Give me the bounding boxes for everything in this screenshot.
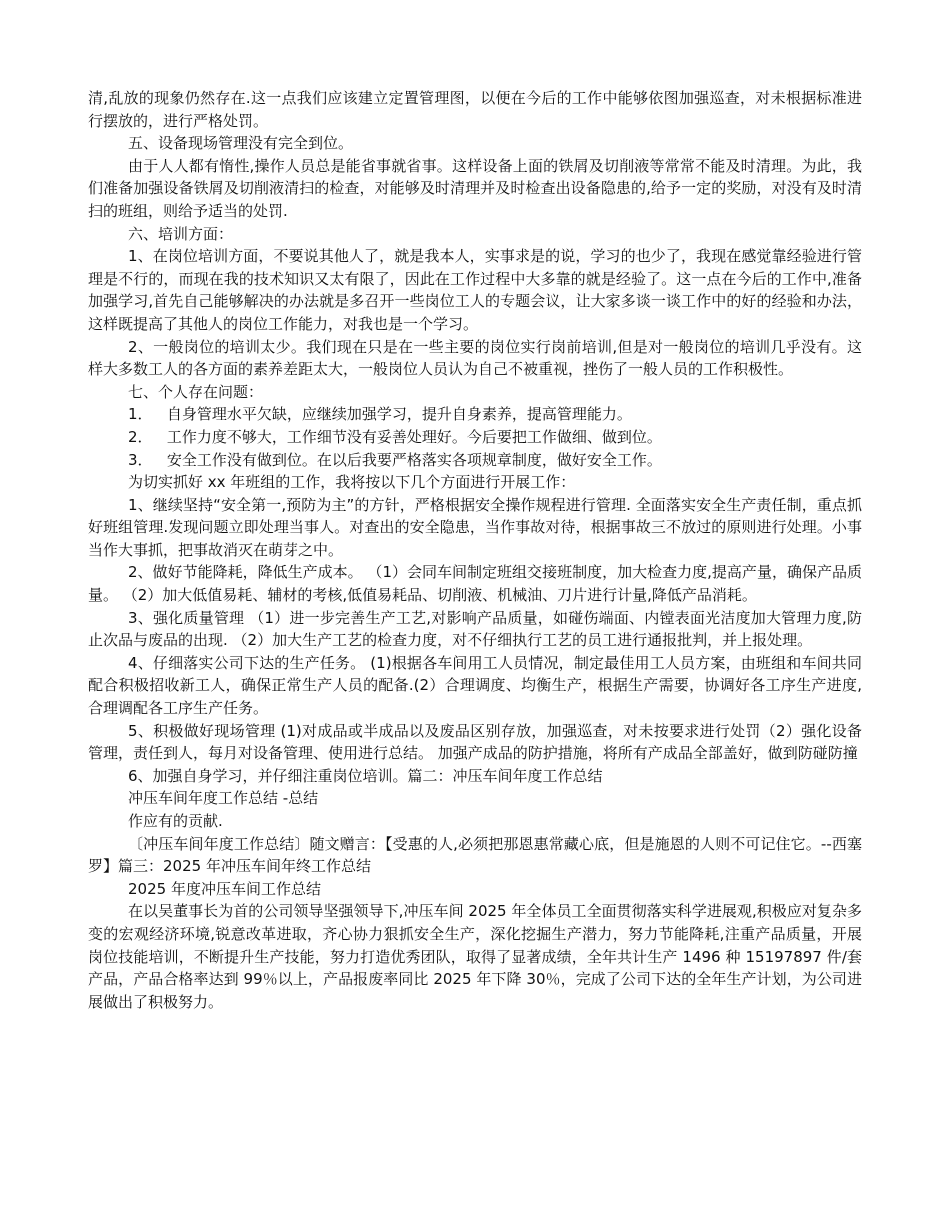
section-title: 冲压车间年度工作总结 -总结 bbox=[128, 789, 319, 808]
numbered-item: 2． 工作力度不够大，工作细节没有妥善处理好。今后要把工作做细、做到位。 bbox=[128, 427, 662, 446]
paragraph: 2、一般岗位的培训太少。我们现在只是在一些主要的岗位实行岗前培训,但是对一般岗位的培训几乎没有。这样大多数工人的各方面的素养差距太大，一般岗位人员认为自己不被重视，挫伤了一般人员的工作积极性。 bbox=[88, 337, 862, 379]
paragraph: 清,乱放的现象仍然存在.这一点我们应该建立定置管理图，以便在今后的工作中能够依图加强巡查，对未根据标准进行摆放的，进行严格处罚。 bbox=[88, 89, 862, 130]
paragraph: 由于人人都有惰性,操作人员总是能省事就省事。这样设备上面的铁屑及切削液等常常不能及时清理。为此，我们准备加强设备铁屑及切削液清扫的检查，对能够及时清理并及时检查出设备隐患的,给予一定的奖励，对没有及时清扫的班组，则给予适当的处罚. bbox=[88, 156, 862, 220]
numbered-item: 1． 自身管理水平欠缺，应继续加强学习，提升自身素养，提高管理能力。 bbox=[128, 405, 632, 424]
paragraph: 6、加强自身学习，并仔细注重岗位培训。篇二：冲压车间年度工作总结 bbox=[128, 766, 603, 785]
paragraph: 为切实抓好 xx 年班组的工作，我将按以下几个方面进行开展工作： bbox=[128, 473, 576, 492]
paragraph: 1、在岗位培训方面，不要说其他人了，就是我本人，实事求是的说，学习的也少了，我现在感觉靠经验进行管理是不行的，而现在我的技术知识又太有限了，因此在工作过程中大多靠的就是经验了。这一点在今后的工作中,准备加强学习,首先自己能够解决的办法就是多召开一些岗位工人的专题会议，让大家多谈一谈工作中的好的经验和办法，这样既提高了其他人的岗位工作能力，对我也是一个学习。 bbox=[88, 247, 862, 333]
numbered-item: 3． 安全工作没有做到位。在以后我要严格落实各项规章制度，做好安全工作。 bbox=[128, 450, 662, 469]
paragraph: 1、继续坚持“安全第一,预防为主”的方针，严格根据安全操作规程进行管理. 全面落实安全生产责任制，重点抓好班组管理.发现问题立即处理当事人。对查出的安全隐患，当作事故对待，根据事故三不放过的原则进行处理。小事当作大事抓，把事故消灭在萌芽之中。 bbox=[88, 495, 862, 559]
paragraph: 作应有的贡献. bbox=[128, 812, 223, 830]
section-heading: 六、培训方面： bbox=[128, 224, 234, 243]
paragraph: 5、积极做好现场管理 (1)对成品或半成品以及废品区别存放，加强巡查，对未按要求进行处罚（2）强化设备管理，责任到人，每月对设备管理、使用进行总结。 加强产成品的防护措施，将所有产成品全部盖好，做到防碰防撞 bbox=[88, 721, 862, 763]
section-heading: 五、设备现场管理没有完全到位。 bbox=[128, 134, 354, 153]
paragraph: 〔冲压车间年度工作总结〕随文赠言：【受惠的人,必须把那恩惠常藏心底，但是施恩的人则不可记住它。--西塞罗】篇三：2025 年冲压车间年终工作总结 bbox=[88, 834, 862, 876]
paragraph: 3、强化质量管理 （1）进一步完善生产工艺,对影响产品质量，如碰伤端面、内镗表面光洁度加大管理力度,防止次品与废品的出现. （2）加大生产工艺的检查力度，对不仔细执行工艺的员工进行通报批判，并上报处理。 bbox=[88, 608, 862, 650]
paragraph: 在以吴董事长为首的公司领导坚强领导下,冲压车间 2025 年全体员工全面贯彻落实科学进展观,积极应对复杂多变的宏观经济环境,锐意改革进取，齐心协力狠抓安全生产，深化挖掘生产潜力，努力节能降耗,注重产品质量，开展岗位技能培训，不断提升生产技能，努力打造优秀团队，取得了显著成绩，全年共计生产 1496 种 15197897 件/套产品，产品合格率达到 99％以上，产品报废率同比 2025 年下降 30％，完成了公司下达的全年生产计划，为公司进展做出了积极努力。 bbox=[88, 902, 862, 1011]
section-heading: 七、个人存在问题： bbox=[128, 382, 264, 401]
section-title: 2025 年度冲压车间工作总结 bbox=[128, 879, 321, 898]
paragraph: 2、做好节能降耗，降低生产成本。 （1）会同车间制定班组交接班制度，加大检查力度,提高产量，确保产品质量。 （2）加大低值易耗、辅材的考核,低值易耗品、切削液、机械油、刀片进行计量,降低产品消耗。 bbox=[88, 563, 862, 605]
paragraph: 4、仔细落实公司下达的生产任务。 (1)根据各车间用工人员情况，制定最佳用工人员方案，由班组和车间共同配合积极招收新工人，确保正常生产人员的配备.(2）合理调度、均衡生产，根据生产需要，协调好各工序生产进度,合理调配各工序生产任务。 bbox=[88, 653, 862, 718]
